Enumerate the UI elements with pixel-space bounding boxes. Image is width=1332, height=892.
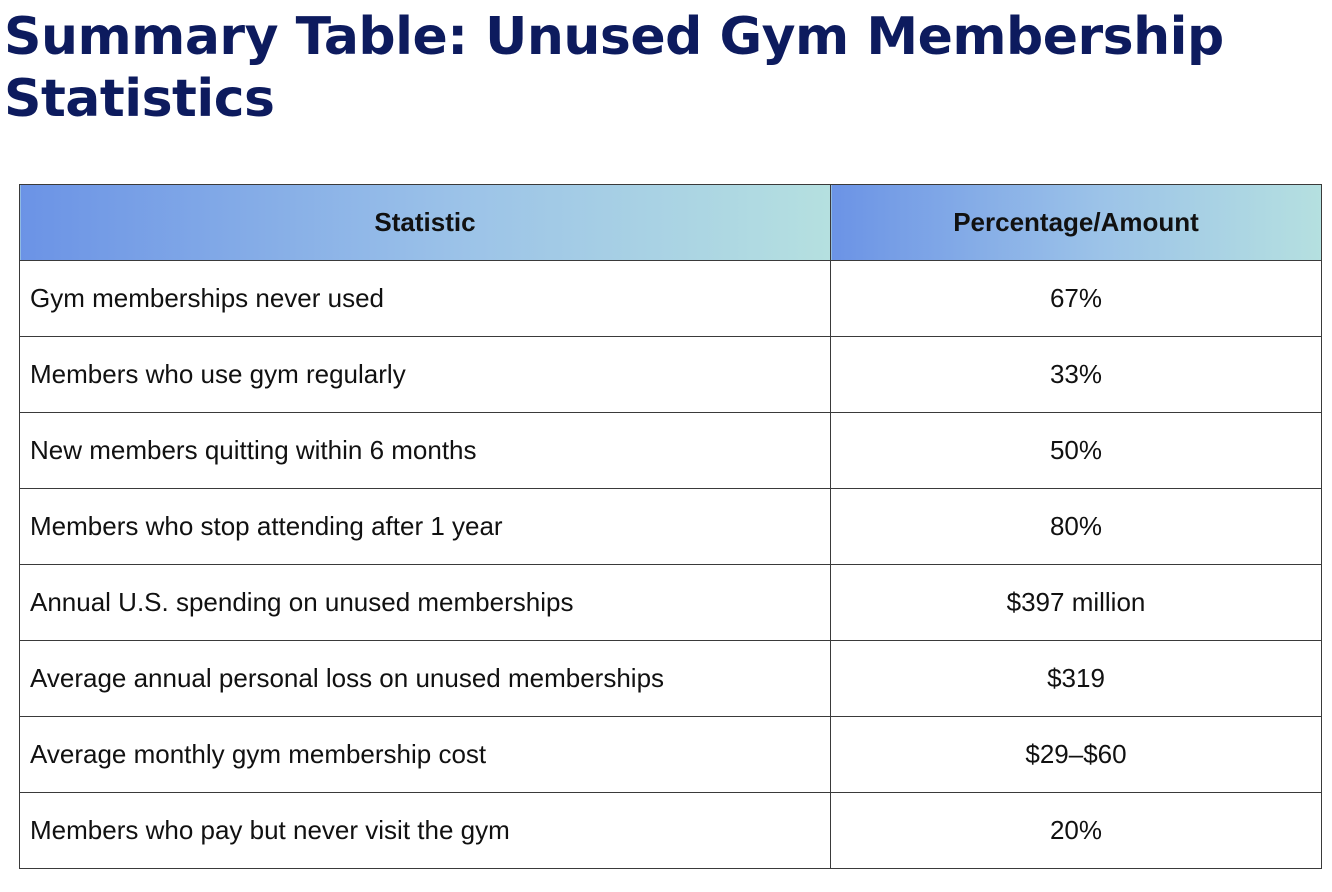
- value-cell: 50%: [831, 413, 1322, 489]
- table-row: [20, 413, 1322, 489]
- column-header-percentage-amount: Percentage/Amount: [831, 185, 1322, 261]
- table-header-row: [20, 185, 1322, 261]
- statistic-cell: Members who use gym regularly: [20, 337, 831, 413]
- page-title: Summary Table: Unused Gym Membership Statistics: [4, 7, 1224, 129]
- statistic-cell: New members quitting within 6 months: [20, 413, 831, 489]
- statistic-cell: Average monthly gym membership cost: [20, 717, 831, 793]
- statistic-cell: Annual U.S. spending on unused memberships: [20, 565, 831, 641]
- column-header-statistic: Statistic: [20, 185, 831, 261]
- summary-table: [19, 184, 1322, 869]
- table-row: [20, 793, 1322, 869]
- statistic-cell: Members who pay but never visit the gym: [20, 793, 831, 869]
- value-cell: 20%: [831, 793, 1322, 869]
- value-cell: $397 million: [831, 565, 1322, 641]
- value-cell: 67%: [831, 261, 1322, 337]
- table-row: [20, 261, 1322, 337]
- value-cell: $319: [831, 641, 1322, 717]
- table-row: [20, 641, 1322, 717]
- value-cell: 80%: [831, 489, 1322, 565]
- table-row: [20, 489, 1322, 565]
- statistic-cell: Gym memberships never used: [20, 261, 831, 337]
- table-row: [20, 717, 1322, 793]
- value-cell: 33%: [831, 337, 1322, 413]
- table-row: [20, 337, 1322, 413]
- statistic-cell: Members who stop attending after 1 year: [20, 489, 831, 565]
- value-cell: $29–$60: [831, 717, 1322, 793]
- table-row: [20, 565, 1322, 641]
- statistic-cell: Average annual personal loss on unused memberships: [20, 641, 831, 717]
